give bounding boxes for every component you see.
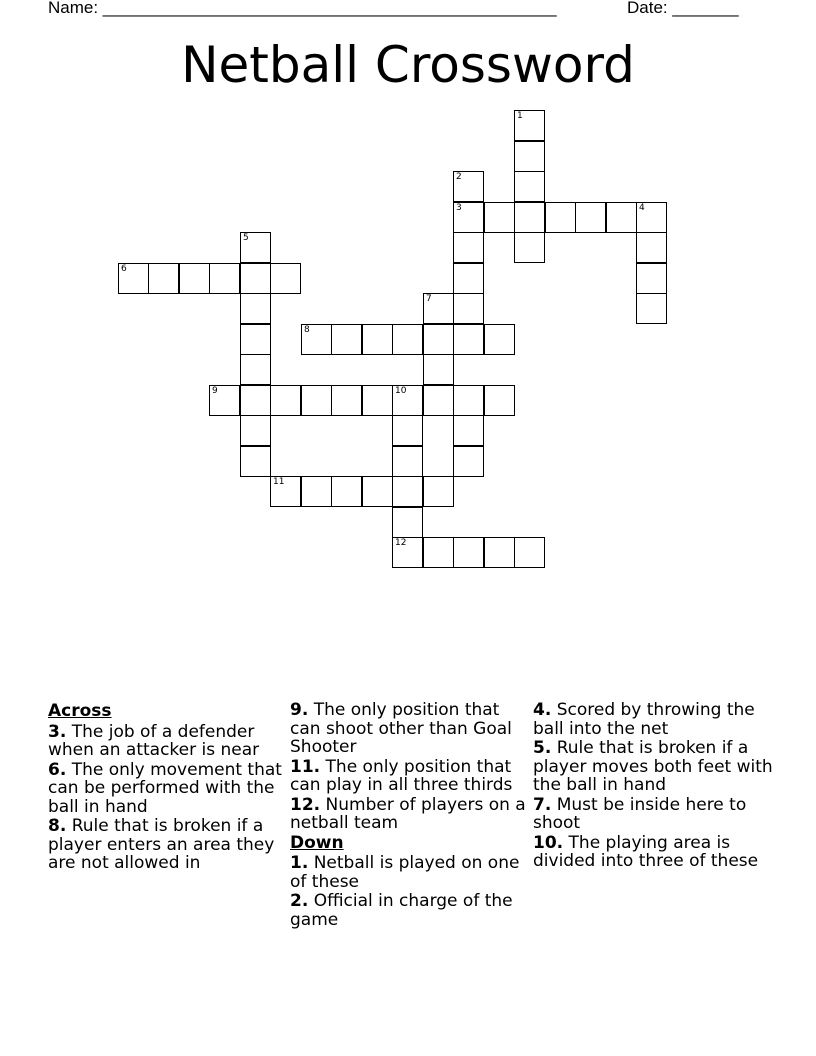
- clue-item: [48, 761, 288, 817]
- clue-item-number: 7.: [533, 794, 552, 815]
- grid-cell[interactable]: [362, 385, 393, 416]
- grid-cell[interactable]: [453, 293, 484, 324]
- clue-item-number: 5.: [533, 738, 552, 758]
- grid-cell[interactable]: [484, 537, 515, 568]
- grid-cell[interactable]: [453, 415, 484, 446]
- grid-cell[interactable]: [514, 537, 545, 568]
- grid-cell[interactable]: [362, 476, 393, 507]
- grid-cell[interactable]: [118, 263, 149, 294]
- grid-cell[interactable]: [484, 385, 515, 416]
- grid-cell[interactable]: [575, 202, 606, 233]
- grid-cell[interactable]: [148, 263, 179, 294]
- grid-cell[interactable]: [392, 446, 423, 477]
- clue-item: [533, 701, 773, 738]
- grid-cell[interactable]: [301, 385, 332, 416]
- clue-heading-across: Across: [48, 701, 112, 721]
- clue-item-number: 6.: [48, 759, 67, 780]
- grid-cell[interactable]: [209, 263, 240, 294]
- grid-cell[interactable]: [392, 415, 423, 446]
- clue-item-text: The job of a defender when an attacker is near: [48, 721, 260, 760]
- grid-cell[interactable]: [423, 476, 454, 507]
- grid-cell[interactable]: [606, 202, 637, 233]
- clue-number: 6: [121, 264, 127, 274]
- clue-item: [533, 739, 773, 795]
- grid-cell[interactable]: [392, 537, 423, 568]
- grid-cell[interactable]: [453, 202, 484, 233]
- grid-cell[interactable]: [453, 446, 484, 477]
- grid-cell[interactable]: [545, 202, 576, 233]
- grid-cell[interactable]: [423, 385, 454, 416]
- grid-cell[interactable]: [362, 324, 393, 355]
- clue-item-number: 9.: [290, 700, 309, 720]
- clue-number: 5: [243, 233, 249, 243]
- clue-number: 9: [212, 386, 218, 396]
- grid-cell[interactable]: [514, 141, 545, 172]
- grid-cell[interactable]: [636, 293, 667, 324]
- grid-cell[interactable]: [514, 202, 545, 233]
- grid-cell[interactable]: [453, 537, 484, 568]
- clue-item-number: 10.: [533, 832, 564, 853]
- clue-number: 7: [426, 294, 432, 304]
- clue-item-number: 3.: [48, 721, 67, 742]
- clue-item-number: 11.: [290, 756, 321, 777]
- clue-item-number: 1.: [290, 853, 309, 873]
- clue-item-text: Scored by throwing the ball into the net: [533, 700, 755, 739]
- clue-item-text: Number of players on a netball team: [290, 794, 526, 833]
- grid-cell[interactable]: [270, 385, 301, 416]
- clue-heading-down: Down: [290, 832, 344, 853]
- grid-cell[interactable]: [240, 446, 271, 477]
- grid-cell[interactable]: [240, 232, 271, 263]
- grid-cell[interactable]: [514, 232, 545, 263]
- grid-cell[interactable]: [453, 385, 484, 416]
- grid-cell[interactable]: [209, 385, 240, 416]
- clue-item: [533, 834, 773, 871]
- clue-column-2: [290, 701, 530, 930]
- clue-item-number: 12.: [290, 794, 321, 815]
- grid-cell[interactable]: [240, 263, 271, 294]
- clue-item-text: Must be inside here to shoot: [533, 794, 747, 833]
- clue-item-text: Rule that is broken if a player moves both feet with the ball in hand: [533, 738, 773, 795]
- grid-cell[interactable]: [240, 324, 271, 355]
- grid-cell[interactable]: [392, 476, 423, 507]
- name-field-label: Name: ________________________________________________: [48, 0, 557, 17]
- clue-number: 12: [395, 538, 407, 548]
- clue-item-text: Rule that is broken if a player enters an area they are not allowed in: [48, 816, 275, 873]
- clue-item-text: The only position that can shoot other than Goal Shooter: [290, 700, 512, 757]
- grid-cell[interactable]: [331, 476, 362, 507]
- grid-cell[interactable]: [392, 385, 423, 416]
- grid-cell[interactable]: [423, 354, 454, 385]
- date-field-label: Date: _______: [627, 0, 739, 17]
- clue-number: 3: [456, 203, 462, 213]
- grid-cell[interactable]: [453, 171, 484, 202]
- grid-cell[interactable]: [301, 476, 332, 507]
- clue-item-number: 2.: [290, 891, 309, 911]
- grid-cell[interactable]: [423, 293, 454, 324]
- grid-cell[interactable]: [453, 232, 484, 263]
- grid-cell[interactable]: [484, 202, 515, 233]
- clue-column-1: [48, 701, 288, 874]
- grid-cell[interactable]: [392, 507, 423, 538]
- grid-cell[interactable]: [179, 263, 210, 294]
- clue-number: 4: [639, 203, 645, 213]
- clue-number: 11: [273, 477, 285, 487]
- clue-number: 10: [395, 386, 407, 396]
- grid-cell[interactable]: [270, 476, 301, 507]
- clue-item-number: 4.: [533, 700, 552, 720]
- grid-cell[interactable]: [392, 324, 423, 355]
- grid-cell[interactable]: [636, 202, 667, 233]
- grid-cell[interactable]: [270, 263, 301, 294]
- grid-cell[interactable]: [514, 171, 545, 202]
- grid-cell[interactable]: [423, 537, 454, 568]
- clue-item: [290, 701, 530, 757]
- grid-cell[interactable]: [423, 324, 454, 355]
- clue-item-text: Netball is played on one of these: [290, 853, 520, 892]
- clue-item-text: Official in charge of the game: [290, 891, 513, 930]
- clue-item: [48, 817, 288, 873]
- grid-cell[interactable]: [636, 263, 667, 294]
- clue-item-text: The playing area is divided into three of these: [533, 832, 759, 871]
- grid-cell[interactable]: [636, 232, 667, 263]
- clue-number: 8: [304, 325, 310, 335]
- clue-item: [290, 854, 530, 891]
- clue-column-3: [533, 701, 773, 872]
- grid-cell[interactable]: [301, 324, 332, 355]
- grid-cell[interactable]: [453, 324, 484, 355]
- clue-number: 2: [456, 172, 462, 182]
- clue-item: [290, 758, 530, 795]
- clue-item-text: The only movement that can be performed with the ball in hand: [48, 759, 282, 817]
- grid-cell[interactable]: [240, 354, 271, 385]
- grid-cell[interactable]: [331, 324, 362, 355]
- grid-cell[interactable]: [240, 293, 271, 324]
- clue-item-number: 8.: [48, 816, 67, 836]
- grid-cell[interactable]: [484, 324, 515, 355]
- grid-cell[interactable]: [453, 263, 484, 294]
- clue-number: 1: [517, 111, 523, 121]
- grid-cell[interactable]: [240, 415, 271, 446]
- clue-item: [290, 796, 530, 833]
- clue-item: [290, 892, 530, 929]
- clue-item-text: The only position that can play in all three thirds: [290, 756, 513, 795]
- grid-cell[interactable]: [514, 110, 545, 141]
- clue-item: [48, 723, 288, 760]
- grid-cell[interactable]: [240, 385, 271, 416]
- grid-cell[interactable]: [331, 385, 362, 416]
- clue-item: [533, 796, 773, 833]
- page-title: Netball Crossword: [181, 36, 635, 94]
